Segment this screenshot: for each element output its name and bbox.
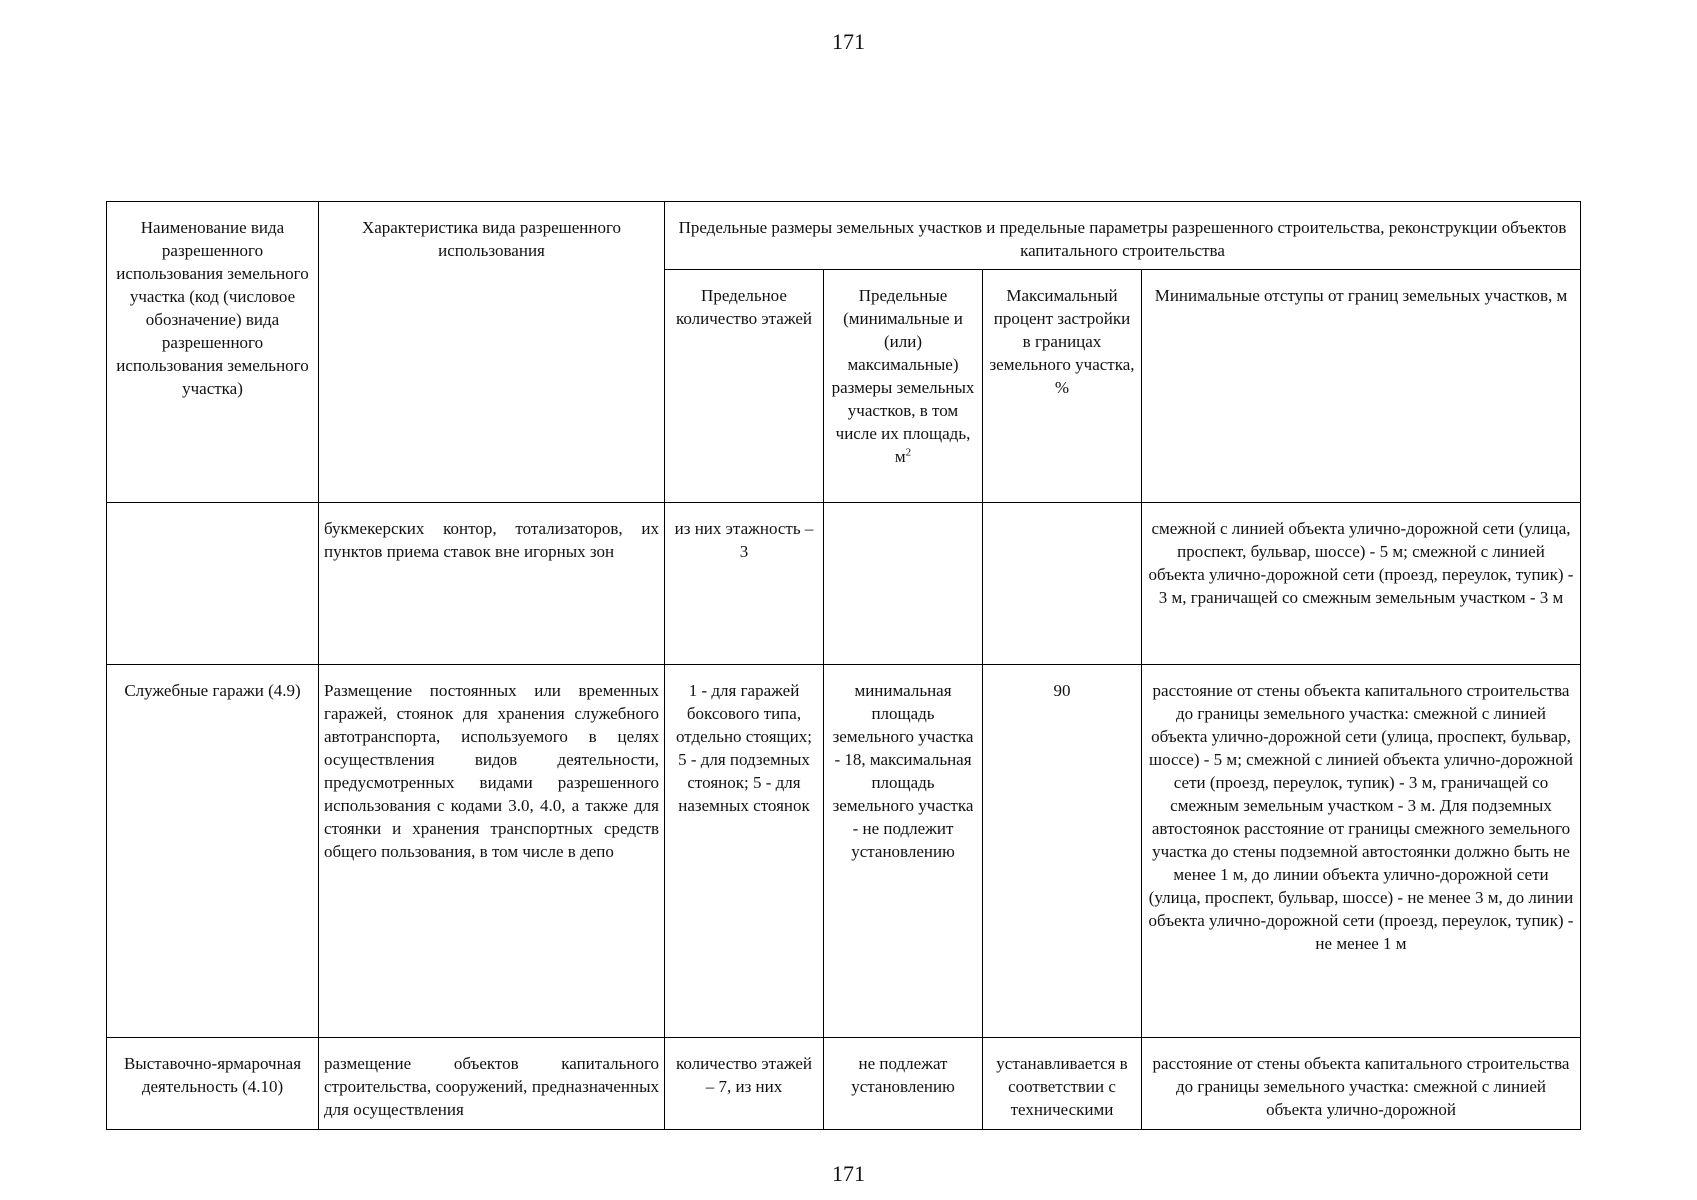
header-coverage: Максимальный процент застройки в границах земельного участка, % — [983, 270, 1142, 503]
page-number-top: 171 — [832, 29, 865, 54]
cell-sizes: не подлежат установлению — [824, 1038, 983, 1130]
header-characteristic: Характеристика вида разрешенного использования — [319, 202, 665, 503]
header-sizes-text: Предельные (минимальные и (или) максимальные) размеры земельных участков, в том числе их площадь, м — [831, 286, 975, 466]
cell-setbacks: смежной с линией объекта улично-дорожной сети (улица, проспект, бульвар, шоссе) - 5 м; смежной с линией объекта улично-дорожной сети (проезд, переулок, тупик) - 3 м, граничащей со смежным земельным участком - 3 м — [1142, 503, 1581, 665]
cell-name: Служебные гаражи (4.9) — [107, 665, 319, 1038]
header-sizes — [824, 270, 983, 503]
cell-floors: количество этажей – 7, из них — [665, 1038, 824, 1130]
cell-name — [107, 503, 319, 665]
cell-sizes: минимальная площадь земельного участка - 18, максимальная площадь земельного участка - не подлежит установлению — [824, 665, 983, 1038]
cell-characteristic: размещение объектов капитального строительства, сооружений, предназначенных для осуществления — [319, 1038, 665, 1130]
cell-name: Выставочно-ярмарочная деятельность (4.10) — [107, 1038, 319, 1130]
header-name: Наименование вида разрешенного использования земельного участка (код (числовое обозначение) вида разрешенного использования земельного участка) — [107, 202, 319, 503]
cell-characteristic: Размещение постоянных или временных гаражей, стоянок для хранения служебного автотранспорта, используемого в целях осуществления видов деятельности, предусмотренных видами разрешенного использования с кодами 3.0, 4.0, а также для стоянки и хранения транспортных средств общего пользования, в том числе в депо — [319, 665, 665, 1038]
page-number-bottom: 171 — [832, 1161, 865, 1186]
cell-floors: 1 - для гаражей боксового типа, отдельно стоящих; 5 - для подземных стоянок; 5 - для наземных стоянок — [665, 665, 824, 1038]
cell-setbacks: расстояние от стены объекта капитального строительства до границы земельного участка: смежной с линией объекта улично-дорожной — [1142, 1038, 1581, 1130]
cell-coverage — [983, 503, 1142, 665]
cell-characteristic: букмекерских контор, тотализаторов, их пунктов приема ставок вне игорных зон — [319, 503, 665, 665]
cell-floors: из них этажность – 3 — [665, 503, 824, 665]
header-floors: Предельное количество этажей — [665, 270, 824, 503]
header-limits-group: Предельные размеры земельных участков и предельные параметры разрешенного строительства, реконструкции объектов капитального строительства — [665, 202, 1581, 270]
table-row — [107, 665, 1581, 1038]
cell-coverage: 90 — [983, 665, 1142, 1038]
zoning-regulations-table — [106, 201, 1581, 1130]
cell-coverage: устанавливается в соответствии с техническими — [983, 1038, 1142, 1130]
header-row-1 — [107, 202, 1581, 270]
header-setbacks: Минимальные отступы от границ земельных участков, м — [1142, 270, 1581, 503]
header-sizes-superscript: 2 — [905, 446, 912, 459]
cell-setbacks: расстояние от стены объекта капитального строительства до границы земельного участка: смежной с линией объекта улично-дорожной сети (улица, проспект, бульвар, шоссе) - 5 м; смежной с линией объекта улично-дорожной сети (проезд, переулок, тупик) - 3 м, граничащей со смежным земельным участком - 3 м. Для подземных автостоянок расстояние от границы смежного земельного участка до стены подземной автостоянки должно быть не менее 1 м, до линии объекта улично-дорожной сети (улица, проспект, бульвар, шоссе) - не менее 3 м, до линии объекта улично-дорожной сети (проезд, переулок, тупик) - не менее 1 м — [1142, 665, 1581, 1038]
cell-sizes — [824, 503, 983, 665]
table-row — [107, 503, 1581, 665]
table-row — [107, 1038, 1581, 1130]
